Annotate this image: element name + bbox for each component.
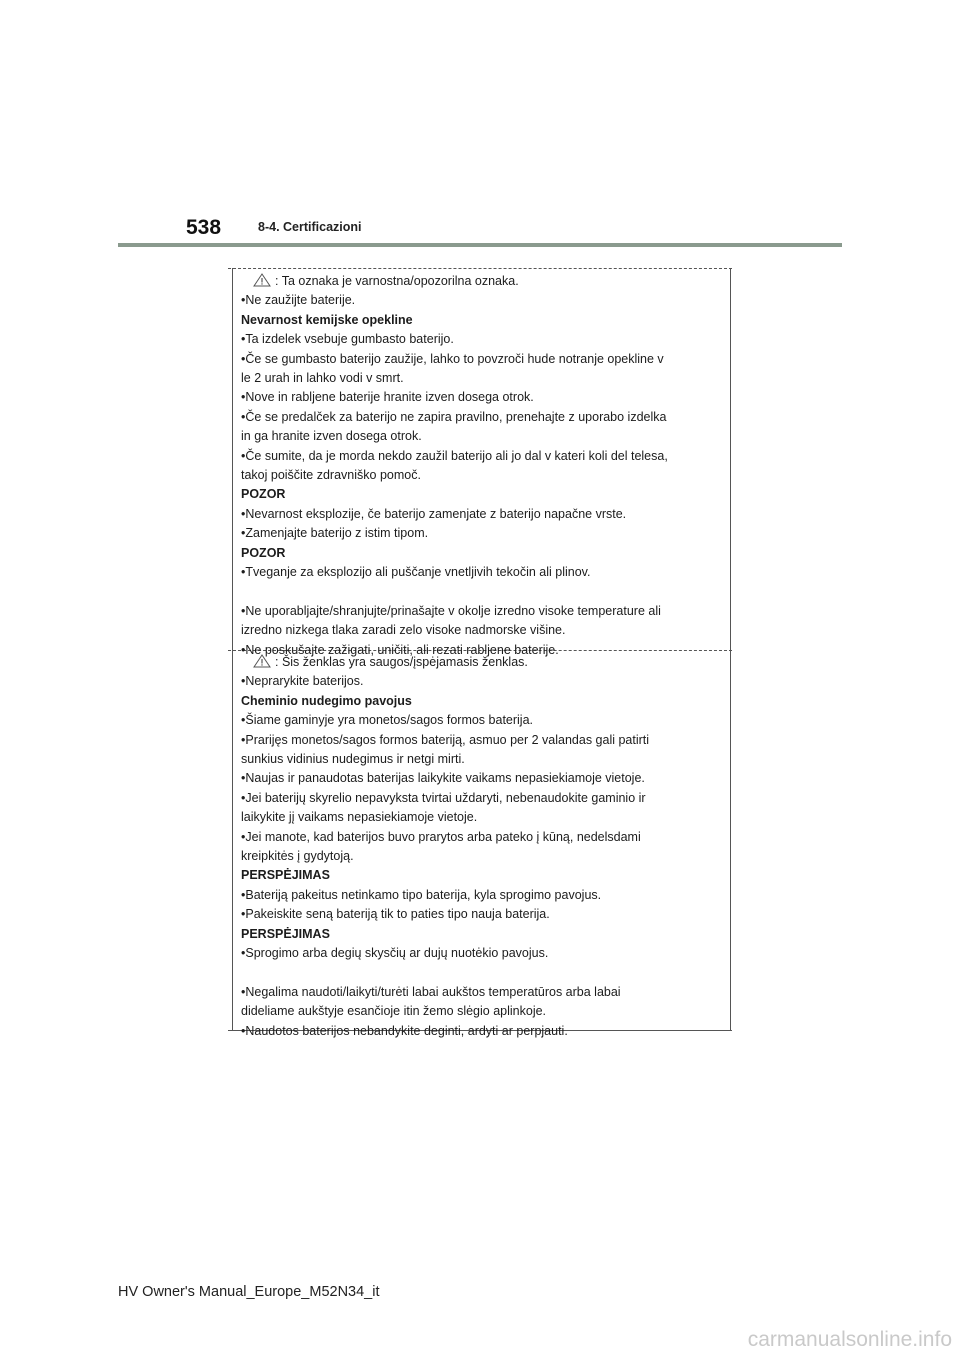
label-line: •Zamenjajte baterijo z istim tipom.	[241, 526, 429, 541]
label-line: •Jei manote, kad baterijos buvo prarytos arba pateko į kūną, nedelsdami	[241, 829, 641, 844]
label-heading: POZOR	[241, 545, 286, 560]
label-line: •Nevarnost eksplozije, če baterijo zamenjate z baterijo napačne vrste.	[241, 506, 627, 521]
label-line: •Bateriją pakeitus netinkamo tipo baterija, kyla sprogimo pavojus.	[241, 887, 602, 902]
label-line: •Ne poskušajte zažigati, uničiti, ali rezati rabljene baterije.	[241, 642, 559, 657]
label-line: •Ne zaužijte baterije.	[241, 293, 356, 308]
label-line: in ga hranite izven dosega otrok.	[241, 429, 422, 444]
header-divider	[118, 243, 842, 247]
label-line: •Če se predalček za baterijo ne zapira pravilno, prenehajte z uporabo izdelka	[241, 409, 667, 424]
footer-document-id: HV Owner's Manual_Europe_M52N34_it	[118, 1284, 380, 1300]
warning-triangle-icon	[253, 654, 271, 668]
blank-line	[241, 964, 723, 983]
label-line: kreipkitės į gydytoją.	[241, 849, 354, 864]
label-section-lithuanian	[241, 653, 723, 1041]
label-line: •Če sumite, da je morda nekdo zaužil baterijo ali jo dal v kateri koli del telesa,	[241, 448, 668, 463]
label-line: •Naujas ir panaudotas baterijas laikykite vaikams nepasiekiamoje vietoje.	[241, 771, 645, 786]
label-line: •Šiame gaminyje yra monetos/sagos formos baterija.	[241, 713, 534, 728]
label-heading: PERSPĖJIMAS	[241, 868, 330, 883]
label-line: •Naudotos baterijos nebandykite deginti, ardyti ar perpjauti.	[241, 1023, 568, 1038]
warning-caption-line	[241, 653, 723, 672]
label-line: laikykite jį vaikams nepasiekiamoje vietoje.	[241, 810, 478, 825]
label-line: •Ta izdelek vsebuje gumbasto baterijo.	[241, 332, 454, 347]
label-line: •Prarijęs monetos/sagos formos bateriją, asmuo per 2 valandas gali patirti	[241, 732, 650, 747]
blank-line	[241, 583, 723, 602]
label-line: •Pakeiskite seną bateriją tik to paties tipo nauja baterija.	[241, 907, 550, 922]
label-heading: PERSPĖJIMAS	[241, 926, 330, 941]
label-line: dideliame aukštyje esančioje itin žemo slėgio aplinkoje.	[241, 1004, 547, 1019]
label-line: •Če se gumbasto baterijo zaužije, lahko to povzroči hude notranje opekline v	[241, 351, 664, 366]
label-line: •Sprogimo arba degių skysčių ar dujų nuotėkio pavojus.	[241, 946, 549, 961]
label-line: •Negalima naudoti/laikyti/turėti labai aukštos temperatūros arba labai	[241, 984, 621, 999]
site-watermark: carmanualsonline.info	[747, 1328, 952, 1351]
label-line: •Ne uporabljajte/shranjujte/prinašajte v okolje izredno visoke temperature ali	[241, 603, 661, 618]
label-line: le 2 urah in lahko vodi v smrt.	[241, 371, 404, 386]
label-top-dashed-border	[228, 268, 732, 269]
warning-caption-line	[241, 272, 723, 291]
warning-caption-text: : Šis ženklas yra saugos/įspėjamasis ženklas.	[275, 655, 528, 669]
page-number: 538	[186, 216, 222, 239]
label-heading: POZOR	[241, 487, 286, 502]
label-heading: Cheminio nudegimo pavojus	[241, 693, 412, 708]
label-line: takoj poiščite zdravniško pomoč.	[241, 468, 421, 483]
label-line: izredno nizkega tlaka zaradi zelo visoke nadmorske višine.	[241, 623, 566, 638]
label-line: •Tveganje za eksplozijo ali puščanje vnetljivih tekočin ali plinov.	[241, 565, 591, 580]
label-line: sunkius vidinius nudegimus ir netgi mirti.	[241, 752, 465, 767]
label-line: •Neprarykite baterijos.	[241, 674, 364, 689]
section-title: 8-4. Certificazioni	[258, 220, 362, 234]
label-line: •Nove in rabljene baterije hranite izven dosega otrok.	[241, 390, 534, 405]
label-heading: Nevarnost kemijske opekline	[241, 312, 413, 327]
label-section-slovenian	[241, 272, 723, 660]
label-line: •Jei baterijų skyrelio nepavyksta tvirtai uždaryti, nebenaudokite gaminio ir	[241, 790, 646, 805]
warning-triangle-icon	[253, 273, 271, 287]
warning-caption-text: : Ta oznaka je varnostna/opozorilna oznaka.	[275, 274, 519, 288]
